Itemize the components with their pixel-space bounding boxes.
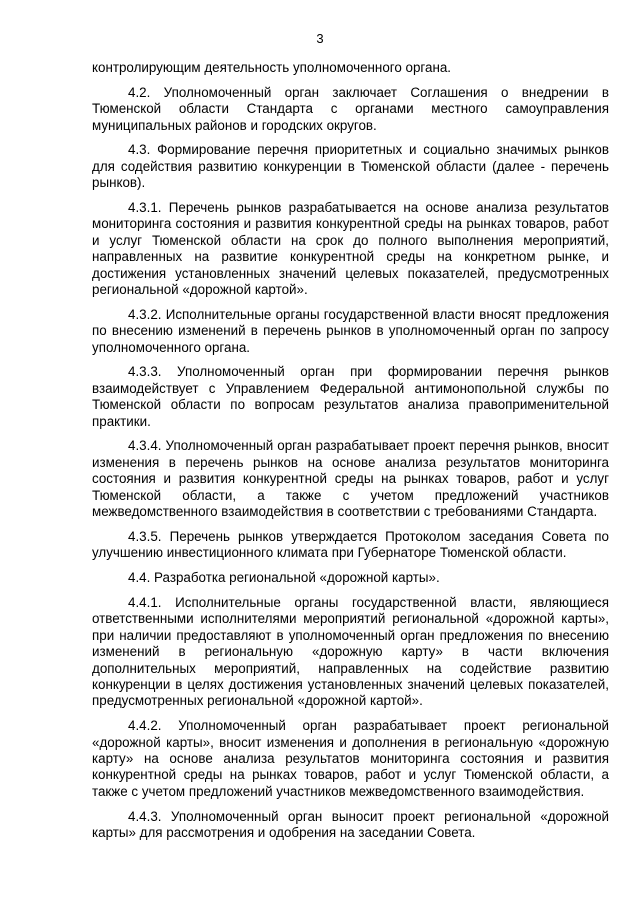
paragraph-4-3: 4.3. Формирование перечня приоритетных и социально значимых рынков для содействия развитию конкуренции в Тюменской области (далее - перечень рынков). [92, 142, 609, 191]
paragraph-4-3-3: 4.3.3. Уполномоченный орган при формировании перечня рынков взаимодействует с Управлением Федеральной антимонопольной службы по Тюменской области по вопросам результатов анализа правоприменительной практики. [92, 364, 609, 429]
paragraph-4-3-2: 4.3.2. Исполнительные органы государственной власти вносят предложения по внесению изменений в перечень рынков в уполномоченный орган по запросу уполномоченного органа. [92, 306, 609, 355]
paragraph-4-3-5: 4.3.5. Перечень рынков утверждается Протоколом заседания Совета по улучшению инвестиционного климата при Губернаторе Тюменской области. [92, 528, 609, 561]
paragraph-4-4-1: 4.4.1. Исполнительные органы государственной власти, являющиеся ответственными исполнителями мероприятий региональной «дорожной карты», при наличии предоставляют в уполномоченный орган предложения по внесению изменений в региональную «дорожную карту» в части включения дополнительных мероприятий, направленных на содействие развитию конкуренции в целях достижения установленных значений целевых показателей, предусмотренных региональной «дорожной картой». [92, 594, 609, 709]
paragraph-4-4-2: 4.4.2. Уполномоченный орган разрабатывает проект региональной «дорожной карты», вносит изменения и дополнения в региональную «дорожную карту» на основе анализа результатов мониторинга состояния и развития конкурентной среды на рынках товаров, работ и услуг Тюменской области, а также с учетом предложений участников межведомственного взаимодействия. [92, 718, 609, 799]
paragraph-4-4-3: 4.4.3. Уполномоченный орган выносит проект региональной «дорожной карты» для рассмотрения и одобрения на заседании Совета. [92, 808, 609, 840]
paragraph-continuation: контролирующим деятельность уполномоченного органа. [92, 60, 452, 75]
paragraph-4-2: 4.2. Уполномоченный орган заключает Соглашения о внедрении в Тюменской области Стандарта с органами местного самоуправления муниципальных районов и городских округов. [92, 84, 609, 133]
paragraph-4-3-4: 4.3.4. Уполномоченный орган разрабатывает проект перечня рынков, вносит изменения в перечень рынков на основе анализа результатов мониторинга состояния и развития конкурентной среды на рынках товаров, работ и услуг Тюменской области, а также с учетом предложений участников межведомственного взаимодействия в соответствии с требованиями Стандарта. [92, 438, 609, 520]
paragraph-4-4: 4.4. Разработка региональной «дорожной карты». [128, 570, 440, 586]
document-body [92, 60, 609, 850]
page-number: 3 [316, 31, 324, 46]
paragraph-4-3-1: 4.3.1. Перечень рынков разрабатывается на основе анализа результатов мониторинга состояния и развития конкурентной среды на рынках товаров, работ и услуг Тюменской области на срок до полного выполнения мероприятий, направленных на развитие конкурентной среды на конкретном рынке, и достижения установленных значений целевых показателей, предусмотренных региональной «дорожной картой». [92, 200, 609, 298]
